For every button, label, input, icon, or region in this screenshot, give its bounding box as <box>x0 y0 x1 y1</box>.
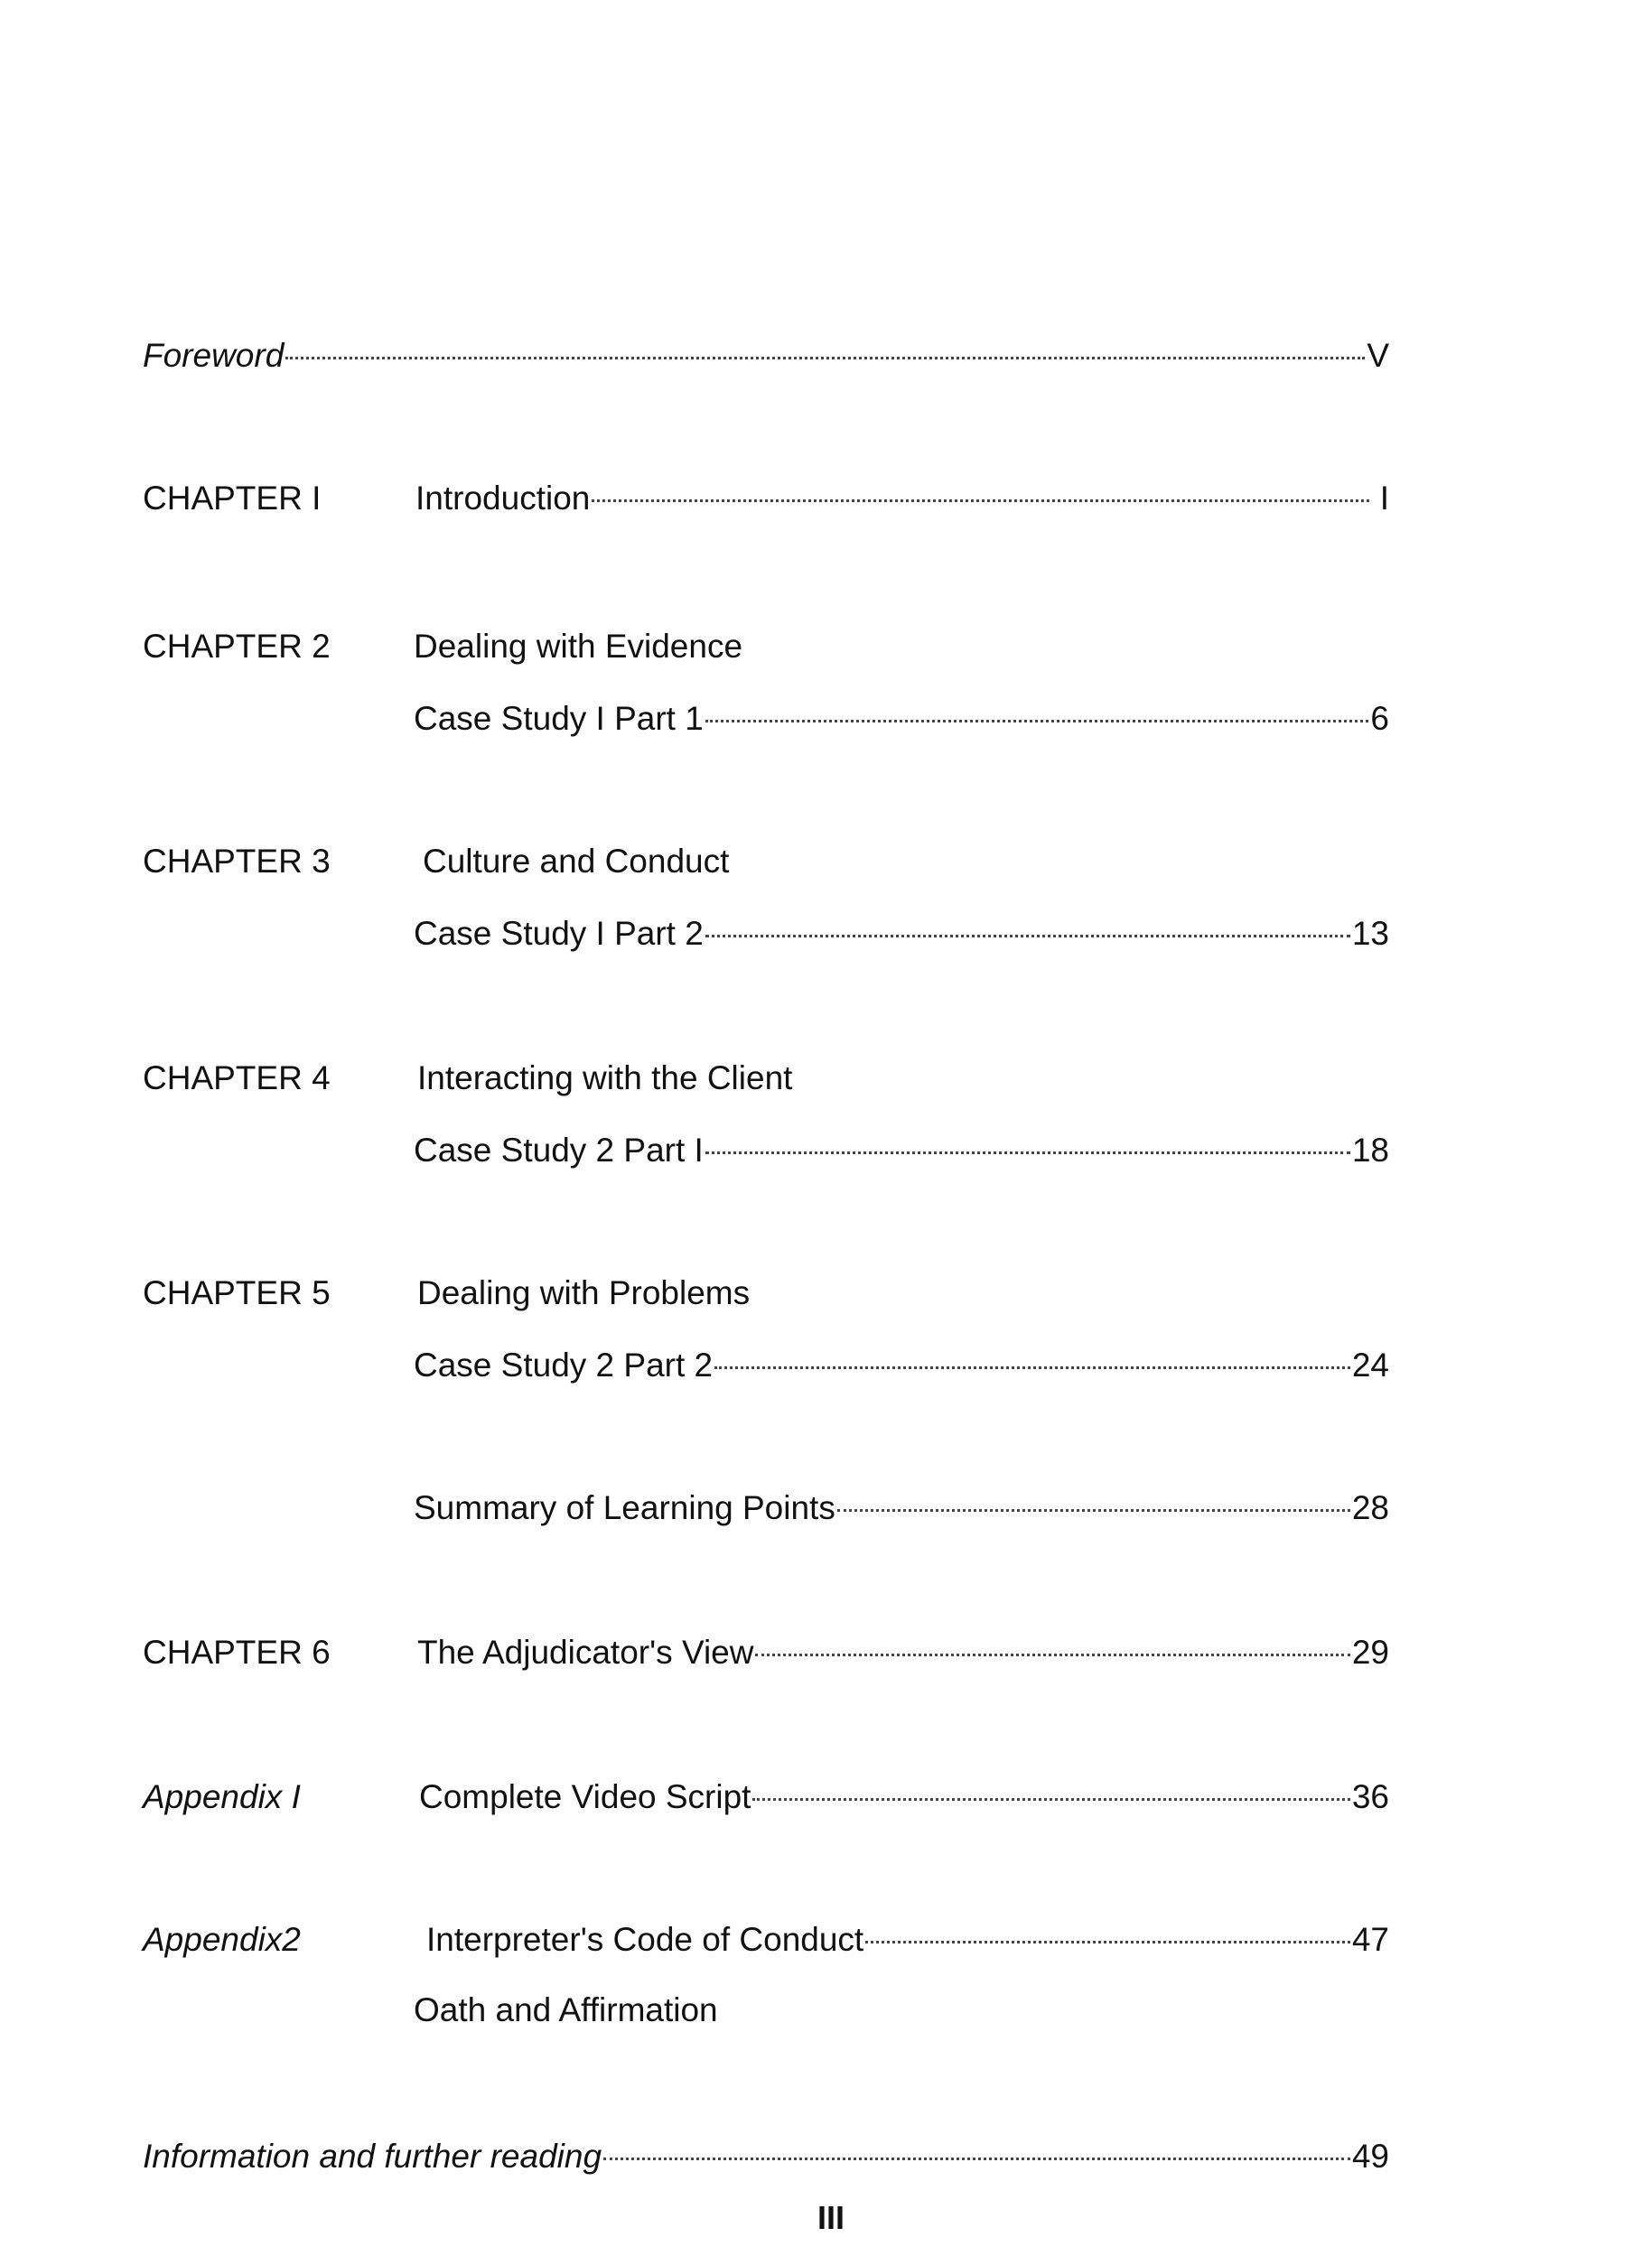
toc-appendix-2 <box>426 1920 1389 1960</box>
further-reading-page: 49 <box>1351 2138 1389 2175</box>
toc-chapter-3-sub <box>414 914 1389 954</box>
appendix-1-label: Appendix I <box>143 1778 301 1815</box>
chapter-2-page: 6 <box>1370 700 1389 737</box>
toc-chapter-6 <box>417 1633 1389 1673</box>
chapter-2-label: CHAPTER 2 <box>143 628 331 665</box>
leader-dots <box>285 355 1365 359</box>
leader-dots <box>705 1150 1350 1154</box>
summary-page: 28 <box>1351 1489 1389 1526</box>
leader-dots <box>837 1507 1350 1512</box>
chapter-5-label: CHAPTER 5 <box>143 1274 331 1311</box>
summary-title: Summary of Learning Points <box>414 1489 835 1526</box>
chapter-3-label: CHAPTER 3 <box>143 843 331 880</box>
toc-foreword-title: Foreword <box>143 337 285 374</box>
leader-dots <box>714 1365 1350 1369</box>
chapter-1-title: Introduction <box>415 480 591 517</box>
leader-dots <box>705 933 1350 937</box>
toc-summary <box>414 1488 1389 1528</box>
chapter-2-subtitle: Case Study I Part 1 <box>414 700 704 737</box>
appendix-2-title: Interpreter's Code of Conduct <box>426 1921 864 1958</box>
chapter-5-subtitle: Case Study 2 Part 2 <box>414 1347 714 1384</box>
chapter-4-page: 18 <box>1351 1132 1389 1169</box>
chapter-4-label: CHAPTER 4 <box>143 1059 331 1096</box>
toc-chapter-4-sub <box>414 1131 1389 1170</box>
chapter-1-page: I <box>1379 480 1389 517</box>
page-number: III <box>817 2199 845 2236</box>
appendix-1-title: Complete Video Script <box>419 1778 751 1815</box>
chapter-3-title: Culture and Conduct <box>423 843 730 880</box>
leader-dots <box>865 1939 1350 1943</box>
appendix-2-subtitle: Oath and Affirmation <box>414 1991 718 2028</box>
appendix-2-page: 47 <box>1351 1921 1389 1958</box>
leader-dots <box>592 498 1369 502</box>
chapter-5-page: 24 <box>1351 1347 1389 1384</box>
toc-foreword-page: V <box>1367 337 1389 374</box>
toc-chapter-1 <box>415 479 1389 518</box>
appendix-2-label: Appendix2 <box>143 1921 301 1958</box>
toc-foreword <box>143 336 1389 376</box>
appendix-1-page: 36 <box>1351 1778 1389 1815</box>
toc-chapter-5-sub <box>414 1346 1389 1385</box>
toc-further-reading <box>143 2137 1389 2176</box>
chapter-6-page: 29 <box>1351 1634 1389 1671</box>
chapter-4-title: Interacting with the Client <box>417 1059 793 1096</box>
toc-chapter-2-sub <box>414 699 1389 739</box>
toc-appendix-1 <box>419 1777 1389 1817</box>
chapter-3-page: 13 <box>1351 915 1389 952</box>
chapter-2-title: Dealing with Evidence <box>414 628 743 665</box>
chapter-1-label: CHAPTER I <box>143 480 322 517</box>
chapter-5-title: Dealing with Problems <box>417 1274 751 1311</box>
chapter-4-subtitle: Case Study 2 Part I <box>414 1132 704 1169</box>
further-reading-title: Information and further reading <box>143 2138 602 2175</box>
leader-dots <box>752 1796 1349 1801</box>
chapter-6-label: CHAPTER 6 <box>143 1634 331 1671</box>
chapter-3-subtitle: Case Study I Part 2 <box>414 915 704 952</box>
leader-dots <box>755 1652 1349 1656</box>
chapter-6-title: The Adjudicator's View <box>417 1634 754 1671</box>
leader-dots <box>603 2156 1350 2160</box>
leader-dots <box>705 718 1369 722</box>
